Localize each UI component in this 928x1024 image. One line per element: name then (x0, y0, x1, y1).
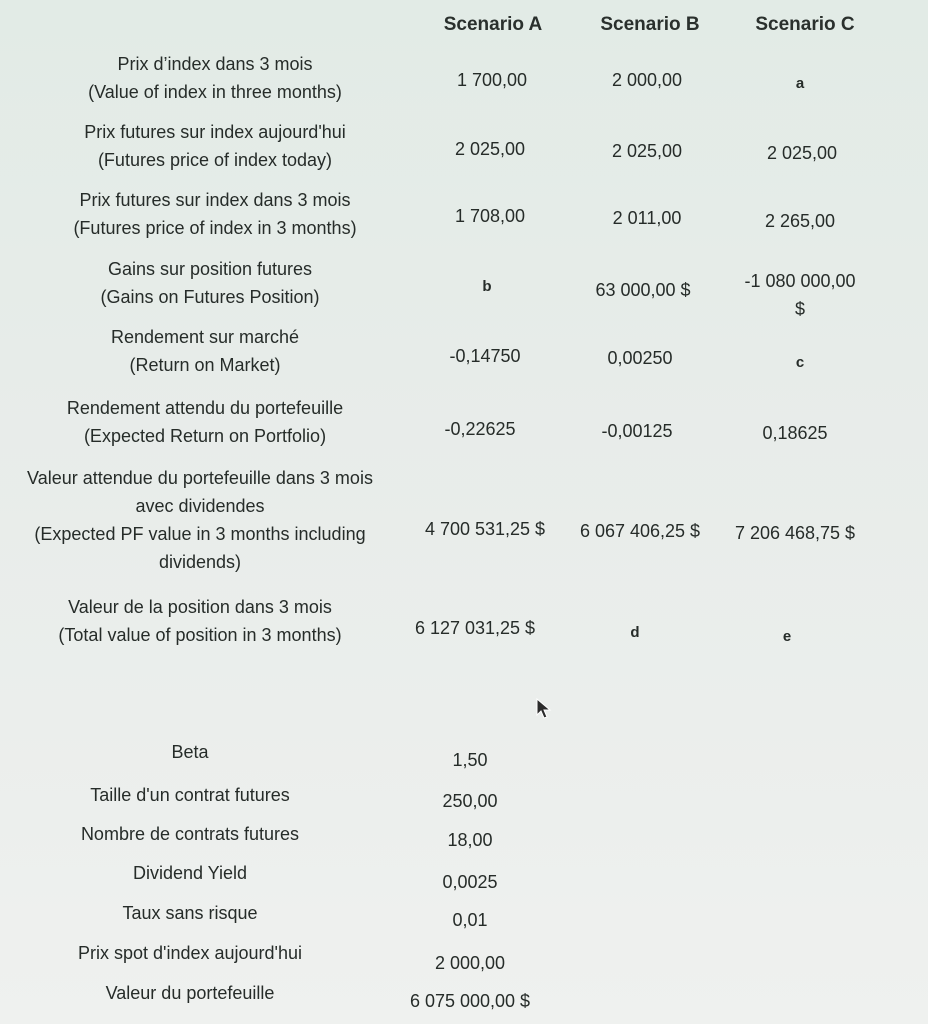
param-label-contract-count: Nombre de contrats futures (80, 824, 300, 844)
header-scenario-b: Scenario B (600, 14, 700, 35)
cell-c-gains-currency: $ (794, 299, 805, 319)
row-label-fr: Gains sur position futures (107, 259, 313, 279)
cell-c-gains-amount: -1 080 000,00 (744, 271, 856, 291)
cell-c-total-position: e (782, 628, 792, 645)
cell-b-gains-futures: 63 000,00 $ (595, 280, 691, 300)
param-value-spot-price: 2 000,00 (434, 953, 506, 973)
row-label-en: (Futures price of index today) (97, 150, 333, 170)
header-scenario-a: Scenario A (443, 14, 543, 35)
row-label-en: (Futures price of index in 3 months) (73, 218, 357, 238)
cell-b-futures-today: 2 025,00 (611, 141, 683, 161)
param-value-contract-count: 18,00 (447, 830, 493, 850)
cell-b-index-value: 2 000,00 (611, 70, 683, 90)
cell-c-market-return: c (795, 354, 805, 371)
cell-c-index-value: a (795, 75, 805, 92)
row-label-fr: Prix d’index dans 3 mois (117, 54, 313, 74)
row-label-en: (Total value of position in 3 months) (58, 625, 342, 645)
row-label-en: (Value of index in three months) (88, 82, 342, 102)
cell-c-expected-pf-value: 7 206 468,75 $ (734, 523, 856, 543)
row-label-index-value (40, 50, 390, 106)
cell-a-total-position: 6 127 031,25 $ (414, 618, 536, 638)
header-scenario-c: Scenario C (755, 14, 855, 35)
cell-a-expected-return: -0,22625 (444, 419, 516, 439)
cell-a-expected-pf-value: 4 700 531,25 $ (424, 519, 546, 539)
param-value-beta: 1,50 (452, 750, 488, 770)
param-label-dividend-yield: Dividend Yield (132, 863, 248, 883)
cell-c-gains-futures (720, 267, 880, 323)
cell-a-index-value: 1 700,00 (456, 70, 528, 90)
cell-b-market-return: 0,00250 (607, 348, 673, 368)
row-label-line: Valeur attendue du portefeuille dans 3 mois (27, 468, 373, 488)
cell-c-futures-today: 2 025,00 (766, 143, 838, 163)
row-label-en: (Expected Return on Portfolio) (83, 426, 327, 446)
param-label-contract-size: Taille d'un contrat futures (90, 785, 290, 805)
row-label-fr: Prix futures sur index aujourd'hui (84, 122, 346, 142)
param-label-risk-free-rate: Taux sans risque (122, 903, 258, 923)
param-label-spot-price: Prix spot d'index aujourd'hui (77, 943, 302, 963)
row-label-futures-3m (30, 186, 400, 242)
cell-b-total-position: d (630, 624, 640, 641)
param-value-dividend-yield: 0,0025 (442, 872, 498, 892)
row-label-market-return (30, 323, 380, 379)
row-label-expected-pf-value (0, 464, 400, 576)
param-label-beta: Beta (171, 742, 209, 762)
param-value-portfolio-value: 6 075 000,00 $ (409, 991, 531, 1011)
row-label-line: (Expected PF value in 3 months including (34, 524, 366, 544)
row-label-en: (Return on Market) (129, 355, 281, 375)
cell-a-gains-futures: b (482, 278, 492, 295)
cell-b-futures-3m: 2 011,00 (612, 208, 682, 228)
row-label-expected-return (20, 394, 390, 450)
row-label-futures-today (30, 118, 400, 174)
param-value-contract-size: 250,00 (442, 791, 498, 811)
cell-a-futures-today: 2 025,00 (454, 139, 526, 159)
row-label-en: (Gains on Futures Position) (100, 287, 320, 307)
cell-b-expected-return: -0,00125 (601, 421, 673, 441)
mouse-cursor-icon (535, 698, 553, 720)
param-label-portfolio-value: Valeur du portefeuille (105, 983, 275, 1003)
row-label-fr: Prix futures sur index dans 3 mois (79, 190, 351, 210)
cell-c-expected-return: 0,18625 (762, 423, 828, 443)
cell-c-futures-3m: 2 265,00 (764, 211, 836, 231)
row-label-fr: Rendement sur marché (110, 327, 300, 347)
row-label-total-position (20, 593, 380, 649)
cell-a-market-return: -0,14750 (449, 346, 521, 366)
row-label-line: dividends) (158, 552, 242, 572)
cell-a-futures-3m: 1 708,00 (454, 206, 526, 226)
cell-b-expected-pf-value: 6 067 406,25 $ (579, 521, 701, 541)
row-label-line: avec dividendes (135, 496, 265, 516)
row-label-fr: Valeur de la position dans 3 mois (68, 597, 332, 617)
param-value-risk-free-rate: 0,01 (452, 910, 488, 930)
row-label-fr: Rendement attendu du portefeuille (66, 398, 344, 418)
row-label-gains-futures (30, 255, 390, 311)
